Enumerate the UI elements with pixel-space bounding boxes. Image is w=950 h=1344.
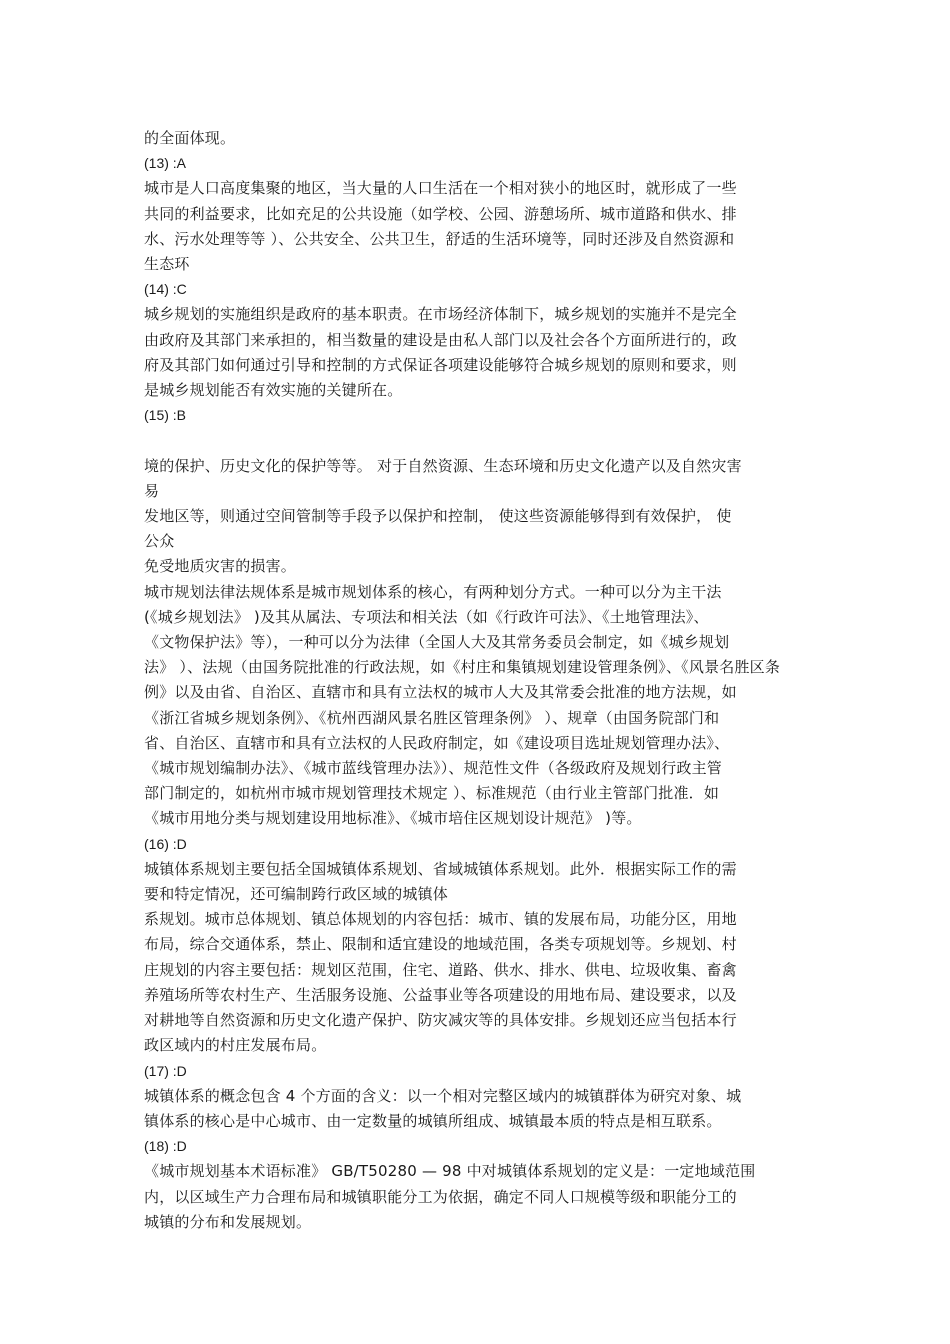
text-line: 免受地质灾害的损害。 <box>144 557 297 576</box>
text-line: 境的保护、历史文化的保护等等。 对于自然资源、生态环境和历史文化遗产以及自然灾害 <box>144 456 742 475</box>
text-line: 由政府及其部门来承担的，相当数量的建设是由私人部门以及社会各个方面所进行的，政 <box>144 330 737 349</box>
paragraph <box>144 176 808 277</box>
paragraph <box>144 1084 808 1134</box>
answer-label: (13) :A <box>144 155 187 172</box>
text-line: 养殖场所等农村生产、生活服务设施、公益事业等各项建设的用地布局、建设要求，以及 <box>144 985 737 1004</box>
text-line: 共同的利益要求，比如充足的公共设施（如学校、公园、游憩场所、城市道路和供水、排 <box>144 204 737 223</box>
text-line: (《城乡规划法》 )及其从属法、专项法和相关法（如《行政许可法》、《土地管理法》、 <box>144 607 709 626</box>
paragraph <box>144 857 808 1059</box>
text-line: 易 <box>144 481 160 500</box>
paragraph <box>144 126 808 151</box>
paragraph <box>144 302 808 403</box>
blank-line <box>144 428 808 453</box>
text-line: 《城市用地分类与规划建设用地标准》、《城市培住区规划设计规范》 )等。 <box>144 809 642 828</box>
text-line: 的全面体现。 <box>144 129 236 147</box>
text-line: 布局，综合交通体系，禁止、限制和适宜建设的地域范围，各类专项规划等。乡规划、村 <box>144 935 737 954</box>
text-line: 要和特定情况，还可编制跨行政区域的城镇体 <box>144 885 449 904</box>
text-line: 内，以区域生产力合理布局和城镇职能分工为依据，确定不同人口规模等级和职能分工的 <box>144 1187 737 1206</box>
paragraph <box>144 454 808 832</box>
text-line: 部门制定的，如杭州市城市规划管理技术规定 ）、标准规范（由行业主管部门批准．如 <box>144 784 720 803</box>
text-line: 例》以及由省、自治区、直辖市和具有立法权的城市人大及其常委会批准的地方法规，如 <box>144 683 737 702</box>
text-line: 城镇的分布和发展规划。 <box>144 1212 312 1231</box>
text-line: 生态环 <box>144 255 190 274</box>
answer-label: (17) :D <box>144 1062 187 1079</box>
text-line: 系规划。城市总体规划、镇总体规划的内容包括：城市、镇的发展布局，功能分区，用地 <box>144 910 737 929</box>
text-line: 《浙江省城乡规划条例》、《杭州西湖风景名胜区管理条例》 ）、规章（由国务院部门和 <box>144 708 720 727</box>
text-line: 水、污水处理等等 ）、公共安全、公共卫生，舒适的生活环境等，同时还涉及自然资源和 <box>144 229 735 248</box>
text-line: 法》 ）、法规（由国务院批准的行政法规，如《村庄和集镇规划建设管理条例》、《风景名胜区条 <box>144 658 781 677</box>
text-line: 府及其部门如何通过引导和控制的方式保证各项建设能够符合城乡规划的原则和要求，则 <box>144 355 737 374</box>
answer-label: (18) :D <box>144 1138 187 1155</box>
text-line: 庄规划的内容主要包括：规划区范围，住宅、道路、供水、排水、供电、垃圾收集、畜禽 <box>144 960 737 979</box>
text-line: 省、自治区、直辖市和具有立法权的人民政府制定，如《建设项目选址规划管理办法》、 <box>144 733 730 752</box>
text-line: 是城乡规划能否有效实施的关键所在。 <box>144 381 403 400</box>
answer-label: (15) :B <box>144 407 187 424</box>
text-line: 公众 <box>144 532 175 551</box>
text-line: 《城市规划基本术语标准》 GB/T50280 — 98 中对城镇体系规划的定义是：一定地域范围 <box>144 1162 756 1181</box>
text-line: 城镇体系规划主要包括全国城镇体系规划、省域城镇体系规划。此外．根据实际工作的需 <box>144 859 737 878</box>
text-line: 镇体系的核心是中心城市、由一定数量的城镇所组成、城镇最本质的特点是相互联系。 <box>144 1111 722 1130</box>
text-line: 《城市规划编制办法》、《城市蓝线管理办法》）、规范性文件（各级政府及规划行政主管 <box>144 759 723 778</box>
text-line: 《文物保护法》等），一种可以分为法律（全国人大及其常务委员会制定，如《城乡规划 <box>144 633 730 652</box>
text-line: 发地区等，则通过空间管制等手段予以保护和控制， 使这些资源能够得到有效保护， 使 <box>144 507 732 526</box>
text-line: 城市规划法律法规体系是城市规划体系的核心，有两种划分方式。一种可以分为主干法 <box>144 582 722 601</box>
text-line: 城镇体系的概念包含 4 个方面的含义：以一个相对完整区域内的城镇群体为研究对象、城 <box>144 1086 742 1105</box>
text-line: 政区域内的村庄发展布局。 <box>144 1036 327 1055</box>
answer-label: (14) :C <box>144 281 187 298</box>
text-line: 城市是人口高度集聚的地区，当大量的人口生活在一个相对狭小的地区时，就形成了一些 <box>144 179 737 198</box>
text-line: 对耕地等自然资源和历史文化遗产保护、防灾减灾等的具体安排。乡规划还应当包括本行 <box>144 1011 737 1030</box>
text-line: 城乡规划的实施组织是政府的基本职责。在市场经济体制下，城乡规划的实施并不是完全 <box>144 305 737 324</box>
paragraph <box>144 1159 808 1235</box>
document-page <box>144 126 808 1235</box>
answer-label: (16) :D <box>144 835 187 852</box>
